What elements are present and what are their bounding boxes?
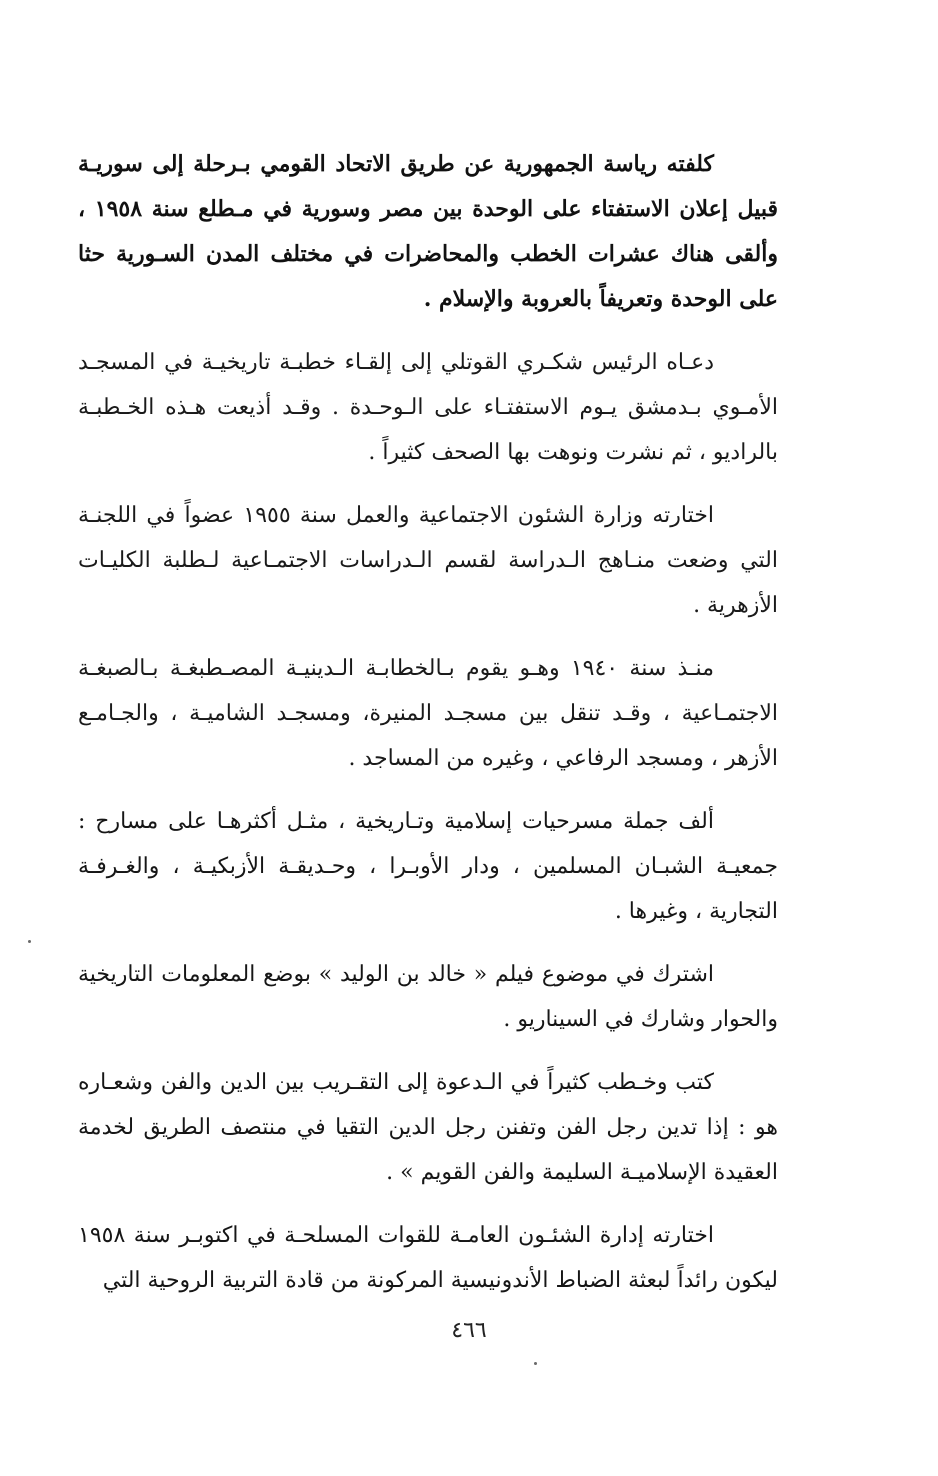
paragraph-umayyad-mosque-speech: دعـاه الرئيس شكـري القوتلي إلى إلقـاء خطبـة تاريخيـة في المسجـد الأمـوي بـدمشق يـوم الاستفتـاء على الـوحـدة . وقـد أذيعت هـذه الخـطبـة بالراديو ، ثم نشرت ونوهت بها الصحف كثيراً . — [78, 350, 778, 465]
paragraph-armed-forces: اختارته إدارة الشئـون العامـة للقوات المسلحـة في اكتوبـر سنة ١٩٥٨ ليكون رائداً لبعثة الضباط الأندونيسية المركونة من قادة التربية الروحية التي — [78, 1223, 778, 1293]
paragraph-religion-and-art: كتب وخـطب كثيراً في الـدعوة إلى التقـريب بين الدين والفن وشعـاره هو : إذا تدين رجل الفن وتفنن رجل الدين التقيا في منتصف الطريق لخدمة العقيدة الإسلاميـة السليمة والفن القويم » . — [78, 1070, 778, 1185]
paragraph-united-arab-republic-mission: كلفته رياسة الجمهورية عن طريق الاتحاد القومي بـرحلة إلى سوريـة قبيل إعلان الاستفتاء على الوحدة بين مصر وسورية في مـطلع سنة ١٩٥٨ ، وألقى هناك عشرات الخطب والمحاضرات في مختلف المدن السـورية حثا على الوحدة وتعريفاً بالعروبة والإسلام . — [78, 151, 779, 312]
body-text — [78, 142, 778, 1321]
scan-speck — [534, 1362, 537, 1365]
scan-speck — [28, 940, 31, 943]
paragraph-plays: ألف جملة مسرحيات إسلامية وتـاريخية ، مثـل أكثرهـا على مسارح : جمعيـة الشبـان المسلمين ، ودار الأوبـرا ، وحـديقـة الأزبكيـة ، والغـرفـة التجارية ، وغيرها . — [78, 809, 778, 924]
paragraph-film: اشترك في موضوع فيلم « خالد بن الوليد » بوضع المعلومات التاريخية والحوار وشارك في السيناريو . — [78, 962, 778, 1032]
paragraph-social-affairs-committee: اختارته وزارة الشئون الاجتماعية والعمل سنة ١٩٥٥ عضواً في اللجنـة التي وضعت منـاهج الـدراسة لقسم الـدراسات الاجتمـاعية لـطلبة الكليـات الأزهرية . — [78, 503, 778, 618]
page-number: ٤٦٦ — [451, 1318, 487, 1343]
paragraph-religious-preaching: منـذ سنة ١٩٤٠ وهـو يقوم بـالخطابـة الـدينيـة المصـطبغـة بـالصبغـة الاجتمـاعية ، وقـد تنقل بين مسجـد المنيرة، ومسجـد الشاميـة ، والجـامـع الأزهر ، ومسجد الرفاعي ، وغيره من المساجد . — [78, 656, 778, 771]
